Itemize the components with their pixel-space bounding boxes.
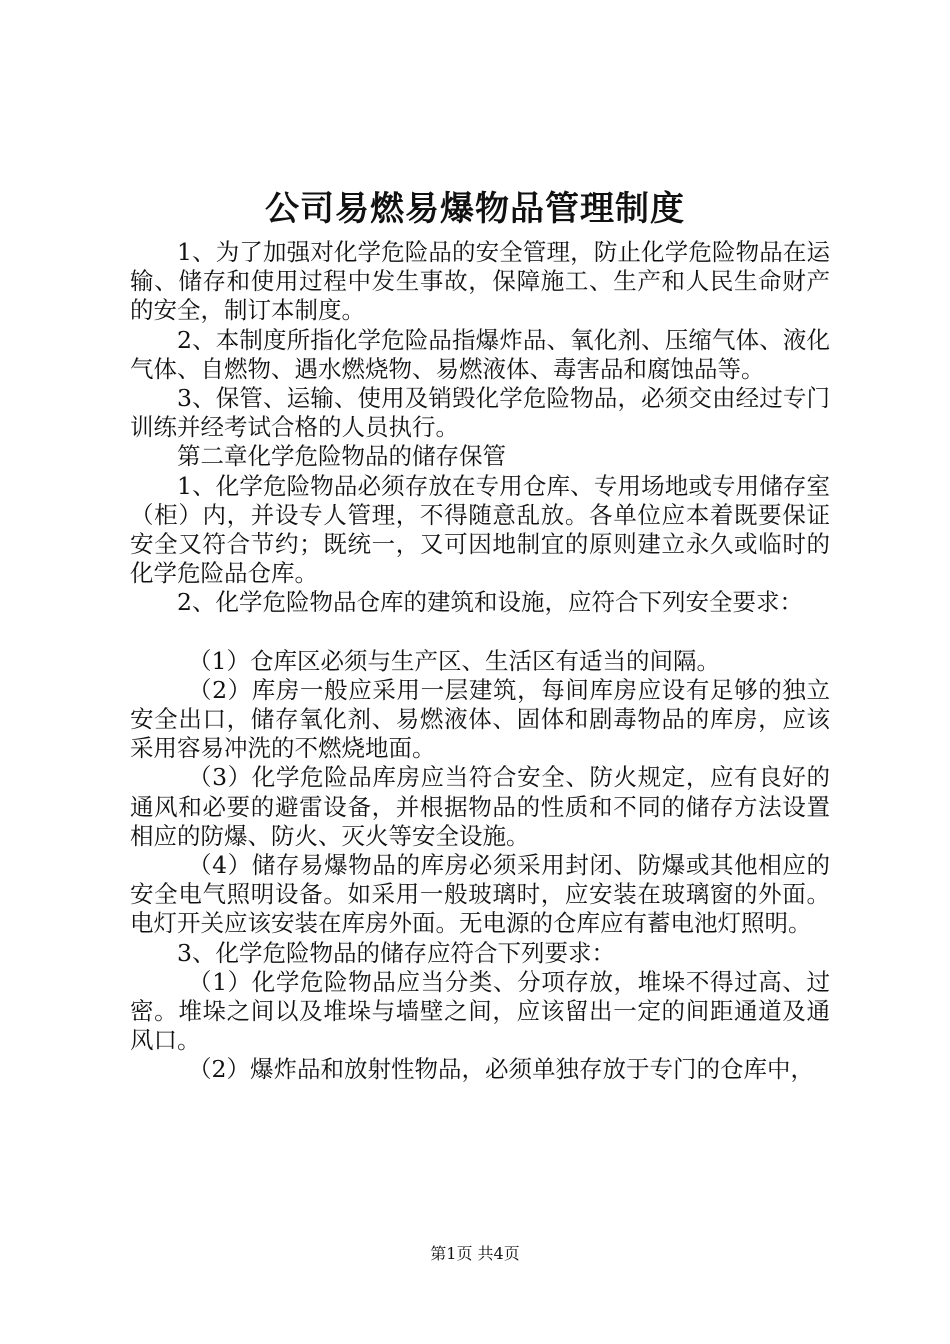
page-footer: 第1页 共4页 — [430, 1244, 520, 1263]
paragraph-6: 3、化学危险物品的储存应符合下列要求： — [177, 938, 615, 967]
item-5: （1）化学危险物品应当分类、分项存放，堆垛不得过高、过密。堆垛之间以及堆垛与墙壁之间，应该留出一定的间距通道及通风口。 — [130, 967, 830, 1055]
paragraph-2: 2、本制度所指化学危险品指爆炸品、氧化剂、压缩气体、液化气体、自燃物、遇水燃烧物、易燃液体、毒害品和腐蚀品等。 — [130, 325, 830, 383]
item-3: （3）化学危险品库房应当符合安全、防火规定，应有良好的通风和必要的避雷设备，并根据物品的性质和不同的储存方法设置相应的防爆、防火、灭火等安全设施。 — [130, 763, 830, 850]
paragraph-3: 3、保管、运输、使用及销毁化学危险物品，必须交由经过专门训练并经考试合格的人员执行。 — [130, 384, 830, 442]
paragraph-5: 2、化学危险物品仓库的建筑和设施，应符合下列安全要求： — [177, 588, 803, 617]
item-6: （2）爆炸品和放射性物品，必须单独存放于专门的仓库中， — [188, 1055, 814, 1084]
document-body — [130, 238, 830, 1085]
chapter-heading: 第二章化学危险物品的储存保管 — [177, 442, 506, 471]
item-1: （1）仓库区必须与生产区、生活区有适当的间隔。 — [188, 646, 720, 675]
blank-line — [130, 618, 830, 647]
paragraph-1: 1、为了加强对化学危险品的安全管理，防止化学危险物品在运输、储存和使用过程中发生事故，保障施工、生产和人民生命财产的安全，制订本制度。 — [130, 238, 830, 325]
paragraph-4: 1、化学危险物品必须存放在专用仓库、专用场地或专用储存室（柜）内，并设专人管理，不得随意乱放。各单位应本着既要保证安全又符合节约；既统一，又可因地制宜的原则建立永久或临时的化学危险品仓库。 — [130, 471, 830, 588]
item-2: （2）库房一般应采用一层建筑，每间库房应设有足够的独立安全出口，储存氧化剂、易燃液体、固体和剧毒物品的库房，应该采用容易冲洗的不燃烧地面。 — [130, 675, 830, 763]
item-4: （4）储存易爆物品的库房必须采用封闭、防爆或其他相应的安全电气照明设备。如采用一般玻璃时，应安装在玻璃窗的外面。电灯开关应该安装在库房外面。无电源的仓库应有蓄电池灯照明。 — [130, 851, 830, 938]
document-title: 公司易燃易爆物品管理制度 — [265, 189, 685, 229]
